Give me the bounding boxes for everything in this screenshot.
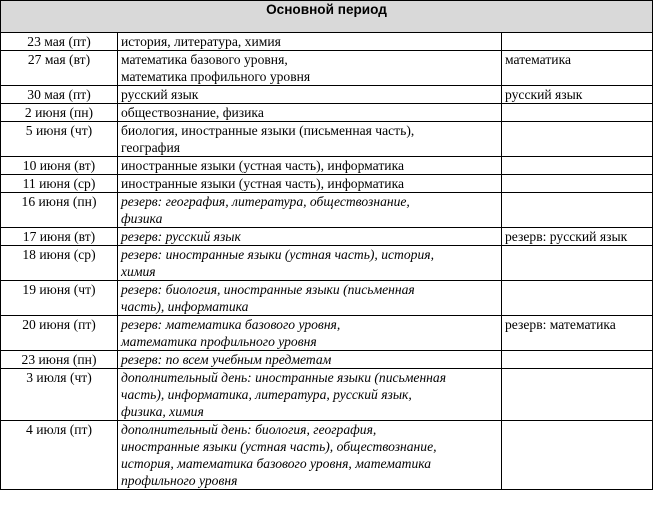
alternate-exam: [502, 281, 653, 316]
subject-line: профильного уровня: [121, 473, 238, 488]
exam-date: 27 мая (вт): [1, 51, 118, 86]
alternate-exam: математика: [502, 51, 653, 86]
subject-line: физика, химия: [121, 404, 204, 419]
alternate-exam: [502, 104, 653, 122]
subject-line: дополнительный день: иностранные языки (письменная: [121, 370, 447, 385]
exam-subjects: [118, 157, 502, 175]
exam-date: 19 июня (чт): [1, 281, 118, 316]
subject-line: часть), информатика, литература, русский язык,: [121, 387, 412, 402]
exam-date: 2 июня (пн): [1, 104, 118, 122]
exam-subjects: [118, 369, 502, 421]
exam-subjects: [118, 104, 502, 122]
table-title: Основной период: [1, 1, 653, 33]
exam-date: 23 мая (пт): [1, 33, 118, 51]
alternate-exam: [502, 175, 653, 193]
table-row: [1, 157, 653, 175]
subject-line: биология, иностранные языки (письменная часть),: [121, 123, 415, 138]
alternate-exam: [502, 157, 653, 175]
subject-line: иностранные языки (устная часть), обществознание,: [121, 439, 437, 454]
alternate-exam: [502, 193, 653, 228]
table-row: [1, 421, 653, 490]
exam-date: 4 июля (пт): [1, 421, 118, 490]
exam-date: 20 июня (пт): [1, 316, 118, 351]
table-row: [1, 193, 653, 228]
alternate-exam: [502, 421, 653, 490]
subject-line: русский язык: [121, 87, 199, 102]
subject-line: физика: [121, 211, 163, 226]
alternate-exam: русский язык: [502, 86, 653, 104]
subject-line: резерв: русский язык: [121, 229, 241, 244]
schedule-body: [1, 33, 653, 490]
subject-line: обществознание, физика: [121, 105, 264, 120]
subject-line: часть), информатика: [121, 299, 249, 314]
table-row: [1, 369, 653, 421]
subject-line: иностранные языки (устная часть), информатика: [121, 158, 405, 173]
exam-subjects: [118, 86, 502, 104]
alternate-exam: [502, 369, 653, 421]
exam-date: 5 июня (чт): [1, 122, 118, 157]
subject-line: математика базового уровня,: [121, 52, 288, 67]
exam-date: 10 июня (вт): [1, 157, 118, 175]
exam-subjects: [118, 351, 502, 369]
table-row: [1, 122, 653, 157]
exam-subjects: [118, 246, 502, 281]
table-row: [1, 351, 653, 369]
subject-line: история, математика базового уровня, математика: [121, 456, 432, 471]
subject-line: иностранные языки (устная часть), информатика: [121, 176, 405, 191]
table-header-row: [1, 1, 653, 33]
subject-line: резерв: география, литература, обществознание,: [121, 194, 410, 209]
table-row: [1, 175, 653, 193]
table-row: [1, 51, 653, 86]
table-row: [1, 281, 653, 316]
exam-date: 3 июля (чт): [1, 369, 118, 421]
subject-line: резерв: по всем учебным предметам: [121, 352, 332, 367]
alternate-exam: [502, 33, 653, 51]
table-row: [1, 228, 653, 246]
alternate-exam: [502, 246, 653, 281]
alternate-exam: [502, 122, 653, 157]
subject-line: история, литература, химия: [121, 34, 281, 49]
exam-subjects: [118, 316, 502, 351]
exam-subjects: [118, 421, 502, 490]
exam-date: 23 июня (пн): [1, 351, 118, 369]
subject-line: резерв: биология, иностранные языки (письменная: [121, 282, 415, 297]
table-row: [1, 33, 653, 51]
subject-line: дополнительный день: биология, география,: [121, 422, 377, 437]
subject-line: математика профильного уровня: [121, 69, 311, 84]
exam-subjects: [118, 33, 502, 51]
table-row: [1, 104, 653, 122]
exam-subjects: [118, 51, 502, 86]
table-row: [1, 246, 653, 281]
exam-subjects: [118, 193, 502, 228]
exam-subjects: [118, 175, 502, 193]
alternate-exam: [502, 351, 653, 369]
exam-date: 17 июня (вт): [1, 228, 118, 246]
exam-subjects: [118, 122, 502, 157]
subject-line: химия: [121, 264, 156, 279]
subject-line: резерв: математика базового уровня,: [121, 317, 341, 332]
table-row: [1, 316, 653, 351]
table-row: [1, 86, 653, 104]
subject-line: резерв: иностранные языки (устная часть), история,: [121, 247, 434, 262]
exam-subjects: [118, 228, 502, 246]
exam-date: 16 июня (пн): [1, 193, 118, 228]
subject-line: математика профильного уровня: [121, 334, 317, 349]
exam-subjects: [118, 281, 502, 316]
exam-date: 18 июня (ср): [1, 246, 118, 281]
exam-date: 11 июня (ср): [1, 175, 118, 193]
alternate-exam: резерв: математика: [502, 316, 653, 351]
exam-date: 30 мая (пт): [1, 86, 118, 104]
subject-line: география: [121, 140, 180, 155]
alternate-exam: резерв: русский язык: [502, 228, 653, 246]
